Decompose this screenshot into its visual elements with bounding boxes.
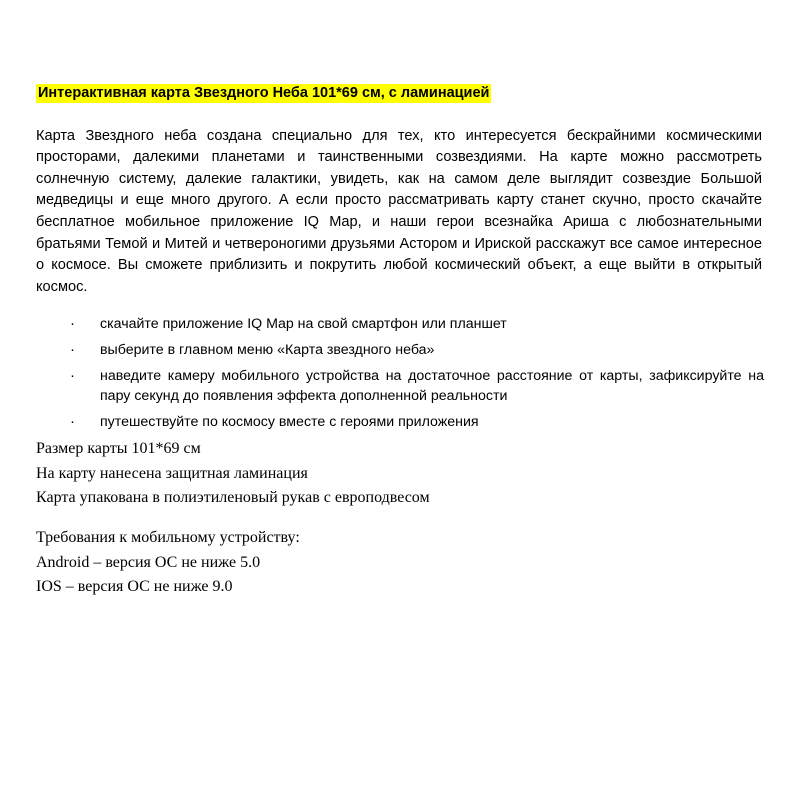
bullet-icon: · — [70, 315, 75, 333]
list-item — [70, 412, 764, 433]
page-title — [36, 84, 764, 104]
requirements-block — [36, 526, 764, 599]
list-item — [70, 314, 764, 335]
list-item-label: наведите камеру мобильного устройства на достаточное расстояние от карты, зафиксируйте на пару секунд до появления эффекта дополненной реальности — [100, 367, 764, 405]
page-title-text: Интерактивная карта Звездного Неба 101*69 см, с ламинацией — [38, 85, 490, 101]
spec-line: Карта упакована в полиэтиленовый рукав с европодвесом — [36, 488, 430, 506]
bullet-icon: · — [70, 366, 75, 384]
bullet-icon: · — [70, 412, 75, 430]
list-item — [70, 340, 764, 361]
spec-line: На карту нанесена защитная ламинация — [36, 464, 308, 482]
section-spacer — [36, 510, 764, 526]
list-item-label: путешествуйте по космосу вместе с героями приложения — [100, 413, 479, 430]
requirements-heading: Требования к мобильному устройству: — [36, 529, 300, 547]
steps-list — [36, 314, 764, 432]
list-item-label: скачайте приложение IQ Map на свой смартфон или планшет — [100, 316, 507, 333]
requirement-line: Android – версия ОС не ниже 5.0 — [36, 553, 261, 571]
intro-paragraph: Карта Звездного неба создана специально для тех, кто интересуется бескрайними космическими просторами, далекими планетами и таинственными созвездиями. На карте можно рассмотреть солнечную систему, далекие галактики, увидеть, как на самом деле выглядит созвездие Большой медведицы и еще много другого. А если просто рассматривать карту станет скучно, просто скачайте бесплатное мобильное приложение IQ Map, и наши герои всезнайка Ариша с любознательными братьями Темой и Митей и четвероногими друзьями Астором и Ириской расскажут все самое интересное о космосе. Вы сможете приблизить и покрутить любой космический объект, а еще выйти в открытый космос. — [36, 127, 762, 295]
list-item — [70, 366, 764, 407]
spec-line: Размер карты 101*69 см — [36, 440, 201, 458]
bullet-icon: · — [70, 340, 75, 358]
specs-block — [36, 437, 764, 510]
list-item-label: выберите в главном меню «Карта звездного неба» — [100, 341, 435, 358]
requirement-line: IOS – версия ОС не ниже 9.0 — [36, 577, 233, 595]
